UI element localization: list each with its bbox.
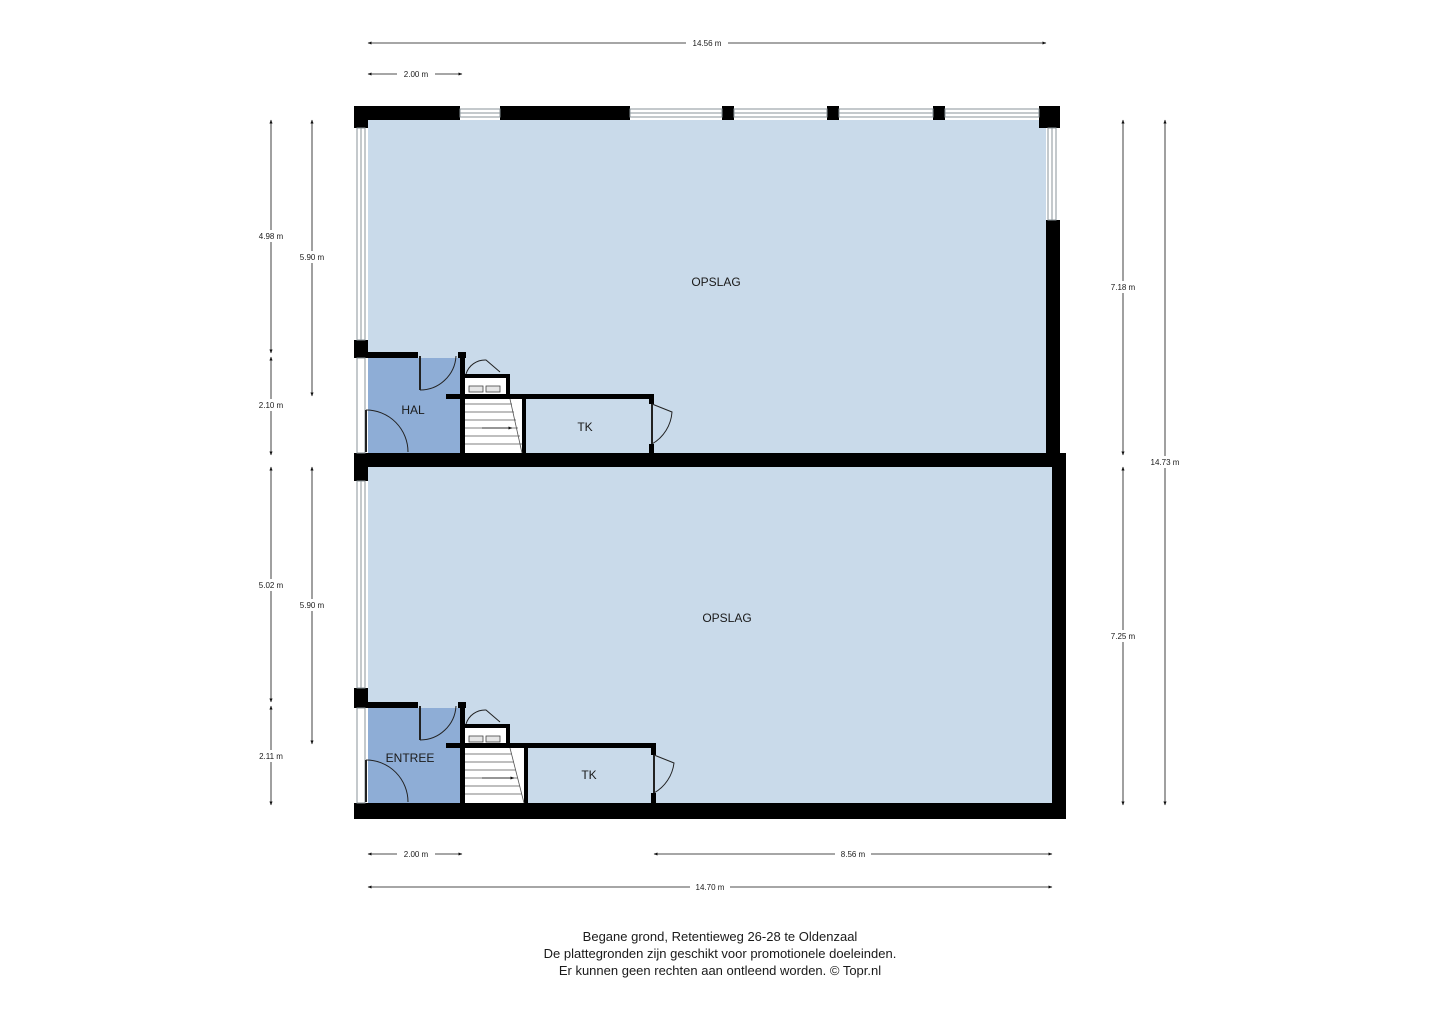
dim-right-total: 14.73 m <box>1150 458 1180 467</box>
dim-left-top-b: 5.90 m <box>299 253 325 262</box>
caption-disclaimer-1: De plattegronden zijn geschikt voor promotionele doeleinden. <box>543 946 897 961</box>
dim-left-bottom-b: 5.90 m <box>299 601 325 610</box>
dim-left-hal: 2.10 m <box>258 401 284 410</box>
stair-bottom-area <box>463 746 525 805</box>
room-label-hal: HAL <box>401 403 425 417</box>
dim-right-bottom: 7.25 m <box>1110 632 1136 641</box>
dim-right-top: 7.18 m <box>1110 283 1136 292</box>
room-label-tk-top: TK <box>577 420 593 434</box>
caption-title: Begane grond, Retentieweg 26-28 te Oldenzaal <box>582 929 858 944</box>
dim-left-top-a: 4.98 m <box>258 232 284 241</box>
dim-bottom-total: 14.70 m <box>695 883 725 892</box>
room-label-tk-bottom: TK <box>581 768 597 782</box>
room-label-opslag-top: OPSLAG <box>691 275 741 289</box>
room-label-opslag-bottom: OPSLAG <box>702 611 752 625</box>
plan-caption <box>0 928 1440 979</box>
dim-top-total: 14.56 m <box>692 39 722 48</box>
dim-top-left: 2.00 m <box>403 70 429 79</box>
dim-bottom-right: 8.56 m <box>840 850 866 859</box>
room-label-entree: ENTREE <box>385 751 435 765</box>
dim-left-entree: 2.11 m <box>259 752 283 761</box>
dim-left-bottom-a: 5.02 m <box>258 581 284 590</box>
caption-disclaimer-2: Er kunnen geen rechten aan ontleend worden. © Topr.nl <box>558 963 882 978</box>
dim-bottom-left: 2.00 m <box>403 850 429 859</box>
